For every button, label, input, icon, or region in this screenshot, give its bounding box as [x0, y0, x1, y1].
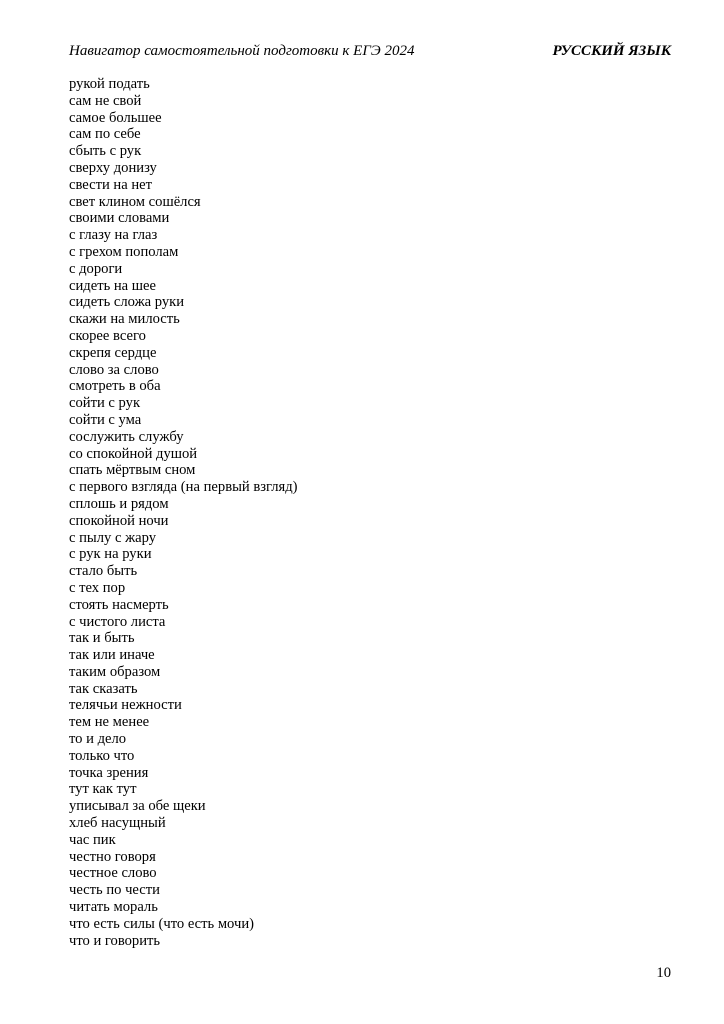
phrase-item: честное слово	[69, 865, 157, 882]
phrase-item: скорее всего	[69, 327, 146, 344]
phrase-item: с чистого листа	[69, 613, 166, 630]
phrase-item: с пылу с жару	[69, 529, 157, 546]
phrase-item: скажи на милость	[69, 311, 180, 328]
phrase-item: час пик	[69, 831, 116, 848]
phrase-item: спать мёртвым сном	[69, 462, 196, 479]
page-number: 10	[656, 965, 671, 981]
phrase-item: тем не менее	[69, 714, 150, 731]
phrase-item: с глазу на глаз	[69, 227, 158, 244]
phrase-item: тут как тут	[69, 781, 137, 798]
phrase-item: сойти с рук	[69, 395, 141, 412]
phrase-item: самое большее	[69, 109, 162, 126]
phrase-item: сойти с ума	[69, 411, 142, 428]
phrase-item: с тех пор	[69, 579, 126, 596]
phrase-item: сам по себе	[69, 126, 141, 143]
phrase-item: так сказать	[69, 680, 138, 697]
phrase-item: то и дело	[69, 731, 127, 748]
header-title: Навигатор самостоятельной подготовки к ЕГЭ 2024	[69, 43, 415, 59]
phrase-item: читать мораль	[69, 899, 158, 916]
phrase-item: уписывал за обе щеки	[69, 798, 206, 815]
phrase-item: с первого взгляда (на первый взгляд)	[69, 479, 298, 496]
phrase-item: с дороги	[69, 260, 123, 277]
phrase-item: таким образом	[69, 663, 161, 680]
phrase-item: так или иначе	[69, 647, 155, 664]
phrase-item: сидеть на шее	[69, 277, 156, 294]
phrase-item: честь по чести	[69, 882, 160, 899]
phrase-item: сам не свой	[69, 92, 142, 109]
phrase-item: точка зрения	[69, 764, 149, 781]
phrase-item: хлеб насущный	[69, 815, 166, 832]
phrase-item: скрепя сердце	[69, 344, 157, 361]
phrase-item: сплошь и рядом	[69, 495, 169, 512]
phrase-item: телячьи нежности	[69, 697, 182, 714]
phrase-item: свет клином сошёлся	[69, 193, 201, 210]
phrase-item: с грехом пополам	[69, 243, 179, 260]
phrase-item: так и быть	[69, 630, 135, 647]
phrase-item: со спокойной душой	[69, 445, 198, 462]
phrase-item: сидеть сложа руки	[69, 294, 185, 311]
phrase-item: слово за слово	[69, 361, 159, 378]
phrase-item: что и говорить	[69, 932, 161, 949]
header-subject: РУССКИЙ ЯЗЫК	[552, 43, 671, 59]
phrase-item: сбыть с рук	[69, 143, 142, 160]
phrase-item: свести на нет	[69, 176, 153, 193]
phrase-item: с рук на руки	[69, 546, 152, 563]
phrase-item: своими словами	[69, 210, 170, 227]
phrase-item: стоять насмерть	[69, 596, 169, 613]
phrase-item: сверху донизу	[69, 159, 157, 176]
phrase-item: что есть силы (что есть мочи)	[69, 915, 254, 932]
phrase-item: стало быть	[69, 563, 138, 580]
phrase-item: спокойной ночи	[69, 512, 169, 529]
phrase-list	[69, 76, 298, 949]
phrase-item: смотреть в оба	[69, 378, 161, 395]
phrase-item: честно говоря	[69, 848, 156, 865]
phrase-item: рукой подать	[69, 76, 150, 92]
phrase-item: сослужить службу	[69, 428, 184, 445]
phrase-item: только что	[69, 747, 135, 764]
